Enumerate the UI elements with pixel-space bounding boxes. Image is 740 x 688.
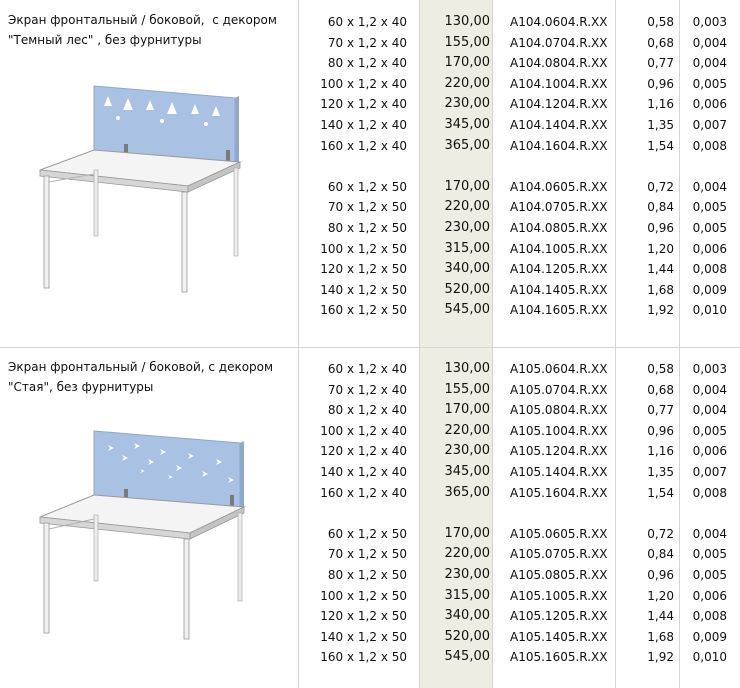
price-cell: 130,00: [444, 361, 490, 376]
price-cell: 545,00: [444, 302, 490, 318]
size-cell: 140 x 1,2 x 40: [320, 118, 407, 132]
price-cell: 230,00: [444, 96, 490, 112]
size-cell: 60 x 1,2 x 40: [327, 362, 407, 376]
size-cell: 160 x 1,2 x 40: [320, 138, 407, 153]
price-cell: 365,00: [444, 137, 490, 153]
article-code-cell: A105.1605.R.XX: [510, 650, 608, 665]
weight-cell: 0,68: [647, 382, 674, 397]
volume-cell: 0,009: [692, 282, 727, 297]
size-cell: 70 x 1,2 x 40: [327, 382, 407, 397]
volume-cell: 0,006: [692, 97, 727, 112]
price-cell: 365,00: [444, 484, 490, 500]
size-cell: 70 x 1,2 x 40: [327, 35, 407, 50]
weight-cell: 0,77: [647, 403, 674, 418]
price-cell: 230,00: [444, 220, 490, 235]
article-code-cell: A105.0704.R.XX: [510, 382, 608, 397]
price-cell: 220,00: [444, 199, 490, 215]
weight-cell: 0,58: [647, 362, 674, 376]
article-code-cell: A104.1605.R.XX: [510, 303, 608, 318]
product-title-line2: "Стая", без фурнитуры: [8, 380, 154, 394]
article-code-cell: A104.0704.R.XX: [510, 35, 608, 50]
weight-cell: 1,16: [647, 97, 674, 112]
volume-cell: 0,007: [692, 118, 727, 132]
weight-cell: 1,54: [647, 485, 674, 500]
volume-cell: 0,010: [692, 650, 727, 665]
weight-cell: 1,35: [647, 465, 674, 479]
article-code-cell: A105.1204.R.XX: [510, 444, 608, 459]
article-code-cell: A105.1404.R.XX: [510, 465, 608, 479]
article-code-cell: A104.0605.R.XX: [510, 179, 608, 194]
volume-cell: 0,005: [692, 76, 727, 91]
article-code-cell: A105.1005.R.XX: [510, 588, 608, 603]
size-cell: 100 x 1,2 x 50: [320, 241, 407, 256]
volume-cell: 0,006: [692, 444, 727, 459]
size-cell: 140 x 1,2 x 50: [320, 629, 407, 644]
article-code-cell: A105.1004.R.XX: [510, 423, 608, 438]
weight-cell: 1,20: [647, 241, 674, 256]
volume-cell: 0,010: [692, 303, 727, 318]
article-code-cell: A105.1205.R.XX: [510, 609, 608, 624]
price-cell: 545,00: [444, 649, 490, 665]
article-code-cell: A104.0804.R.XX: [510, 56, 608, 71]
volume-cell: 0,008: [692, 138, 727, 153]
volume-cell: 0,004: [692, 382, 727, 397]
weight-cell: 0,84: [647, 547, 674, 562]
article-code-cell: A105.1405.R.XX: [510, 629, 608, 644]
volume-cell: 0,008: [692, 262, 727, 277]
weight-cell: 0,84: [647, 200, 674, 215]
weight-cell: 1,20: [647, 588, 674, 603]
weight-cell: 0,72: [647, 179, 674, 194]
price-cell: 155,00: [444, 34, 490, 50]
product-section-flock: [0, 347, 740, 688]
article-code-cell: A104.1205.R.XX: [510, 262, 608, 277]
volume-cell: 0,004: [692, 403, 727, 418]
price-cell: 230,00: [444, 567, 490, 582]
size-cell: 80 x 1,2 x 40: [327, 56, 407, 71]
price-cell: 520,00: [444, 281, 490, 297]
article-code-cell: A105.0804.R.XX: [510, 403, 608, 418]
weight-cell: 1,16: [647, 444, 674, 459]
price-cell: 220,00: [444, 546, 490, 562]
size-cell: 80 x 1,2 x 50: [327, 221, 407, 235]
volume-cell: 0,004: [692, 179, 727, 194]
volume-cell: 0,003: [692, 15, 727, 29]
size-cell: 100 x 1,2 x 50: [320, 588, 407, 603]
product-title: [8, 357, 273, 397]
article-code-cell: A105.1604.R.XX: [510, 485, 608, 500]
weight-cell: 0,77: [647, 56, 674, 71]
product-title: [8, 10, 277, 50]
article-code-cell: A105.0705.R.XX: [510, 547, 608, 562]
volume-cell: 0,008: [692, 485, 727, 500]
product-title-line1: Экран фронтальный / боковой, с декором: [8, 360, 274, 374]
volume-cell: 0,005: [692, 568, 727, 582]
weight-cell: 1,44: [647, 262, 674, 277]
price-cell: 345,00: [444, 464, 490, 479]
size-cell: 120 x 1,2 x 40: [320, 444, 407, 459]
size-cell: 80 x 1,2 x 50: [327, 568, 407, 582]
size-cell: 100 x 1,2 x 40: [320, 423, 407, 438]
price-cell: 170,00: [444, 55, 490, 71]
volume-cell: 0,004: [692, 35, 727, 50]
volume-cell: 0,006: [692, 241, 727, 256]
size-cell: 100 x 1,2 x 40: [320, 76, 407, 91]
price-cell: 315,00: [444, 240, 490, 256]
price-cell: 170,00: [444, 402, 490, 418]
volume-cell: 0,005: [692, 423, 727, 438]
volume-cell: 0,007: [692, 465, 727, 479]
price-cell: 340,00: [444, 261, 490, 277]
weight-cell: 1,68: [647, 629, 674, 644]
article-code-cell: A104.1005.R.XX: [510, 241, 608, 256]
article-code-cell: A105.0605.R.XX: [510, 526, 608, 541]
size-cell: 140 x 1,2 x 50: [320, 282, 407, 297]
size-cell: 160 x 1,2 x 50: [320, 303, 407, 318]
weight-cell: 0,96: [647, 76, 674, 91]
article-code-cell: A104.1204.R.XX: [510, 97, 608, 112]
article-code-cell: A104.1604.R.XX: [510, 138, 608, 153]
price-cell: 345,00: [444, 117, 490, 132]
size-cell: 120 x 1,2 x 40: [320, 97, 407, 112]
volume-cell: 0,004: [692, 526, 727, 541]
product-title-line2: "Темный лес" , без фурнитуры: [8, 33, 202, 47]
volume-cell: 0,004: [692, 56, 727, 71]
weight-cell: 0,96: [647, 423, 674, 438]
price-cell: 170,00: [444, 178, 490, 194]
volume-cell: 0,003: [692, 362, 727, 376]
price-cell: 340,00: [444, 608, 490, 624]
price-cell: 220,00: [444, 422, 490, 438]
desk-forest-illustration: [30, 78, 260, 298]
article-code-cell: A104.1404.R.XX: [510, 118, 608, 132]
size-cell: 120 x 1,2 x 50: [320, 262, 407, 277]
article-code-cell: A104.0604.R.XX: [510, 15, 608, 29]
volume-cell: 0,006: [692, 588, 727, 603]
price-cell: 230,00: [444, 443, 490, 459]
volume-cell: 0,005: [692, 547, 727, 562]
weight-cell: 1,44: [647, 609, 674, 624]
volume-cell: 0,009: [692, 629, 727, 644]
desk-flock-illustration: [30, 425, 260, 645]
article-code-cell: A104.0705.R.XX: [510, 200, 608, 215]
article-code-cell: A105.0805.R.XX: [510, 568, 608, 582]
article-code-cell: A104.1004.R.XX: [510, 76, 608, 91]
weight-cell: 0,68: [647, 35, 674, 50]
weight-cell: 0,96: [647, 221, 674, 235]
volume-cell: 0,005: [692, 221, 727, 235]
size-cell: 60 x 1,2 x 40: [327, 15, 407, 29]
price-cell: 170,00: [444, 525, 490, 541]
size-cell: 70 x 1,2 x 50: [327, 547, 407, 562]
article-code-cell: A105.0604.R.XX: [510, 362, 608, 376]
volume-cell: 0,005: [692, 200, 727, 215]
product-title-line1: Экран фронтальный / боковой, с декором: [8, 13, 277, 27]
size-cell: 160 x 1,2 x 50: [320, 650, 407, 665]
price-cell: 520,00: [444, 628, 490, 644]
weight-cell: 0,72: [647, 526, 674, 541]
volume-cell: 0,008: [692, 609, 727, 624]
weight-cell: 1,92: [647, 650, 674, 665]
price-cell: 315,00: [444, 587, 490, 603]
weight-cell: 0,96: [647, 568, 674, 582]
price-cell: 220,00: [444, 75, 490, 91]
weight-cell: 1,68: [647, 282, 674, 297]
weight-cell: 1,92: [647, 303, 674, 318]
size-cell: 120 x 1,2 x 50: [320, 609, 407, 624]
weight-cell: 1,54: [647, 138, 674, 153]
price-cell: 155,00: [444, 381, 490, 397]
size-cell: 60 x 1,2 x 50: [327, 526, 407, 541]
article-code-cell: A104.1405.R.XX: [510, 282, 608, 297]
size-cell: 80 x 1,2 x 40: [327, 403, 407, 418]
weight-cell: 1,35: [647, 118, 674, 132]
article-code-cell: A104.0805.R.XX: [510, 221, 608, 235]
price-cell: 130,00: [444, 14, 490, 29]
size-cell: 140 x 1,2 x 40: [320, 465, 407, 479]
size-cell: 160 x 1,2 x 40: [320, 485, 407, 500]
size-cell: 60 x 1,2 x 50: [327, 179, 407, 194]
weight-cell: 0,58: [647, 15, 674, 29]
size-cell: 70 x 1,2 x 50: [327, 200, 407, 215]
